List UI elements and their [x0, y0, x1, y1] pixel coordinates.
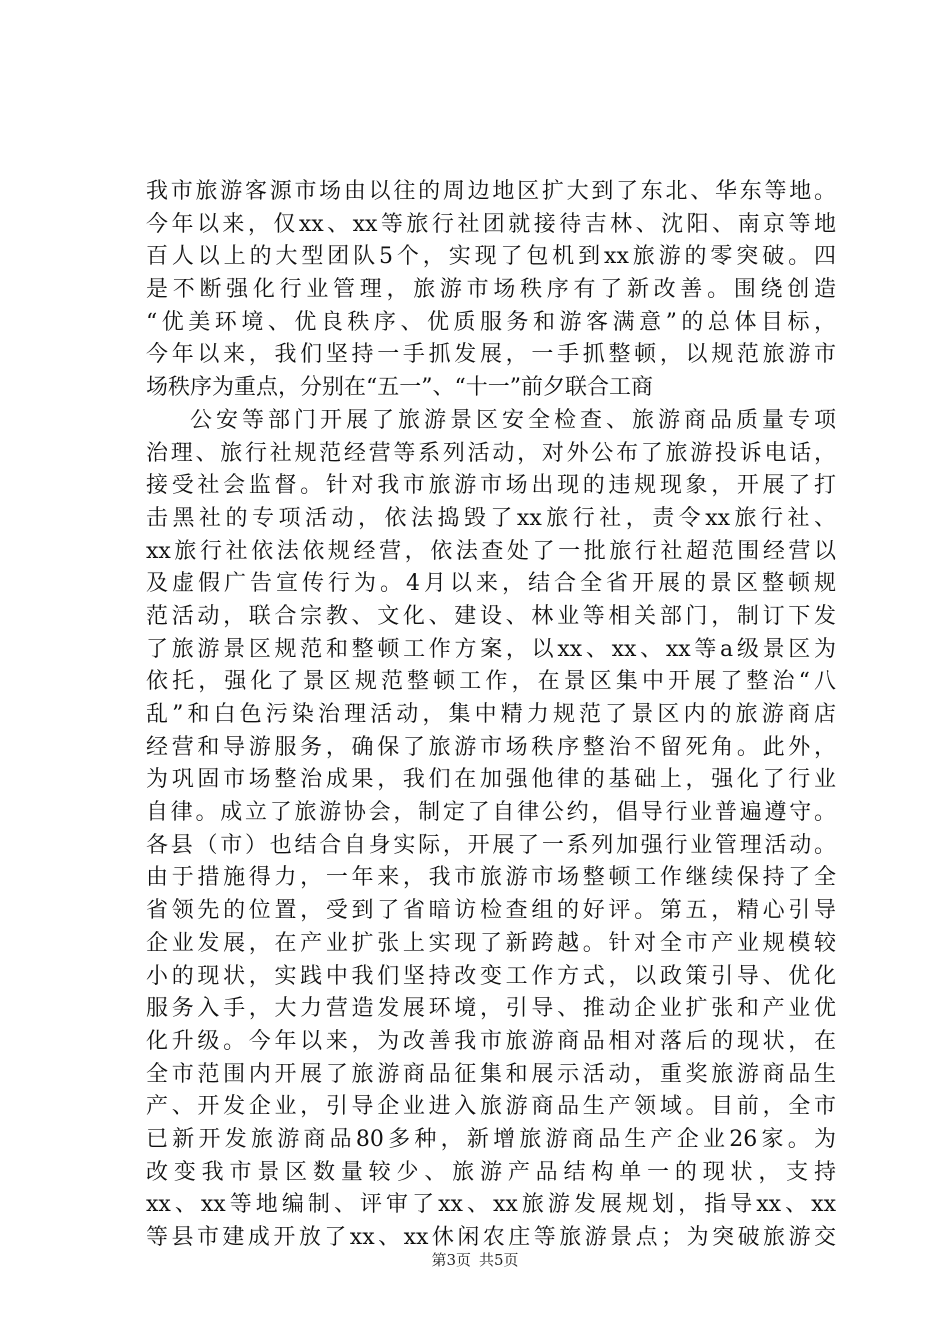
page-total: 共5页 — [479, 1251, 519, 1269]
text-line: 省领先的位置，受到了省暗访检查组的好评。第五，精心引导 — [146, 898, 836, 924]
text-line: 百人以上的大型团队5个，实现了包机到xx旅游的零突破。四 — [146, 244, 836, 270]
text-line: 公安等部门开展了旅游景区安全检查、旅游商品质量专项 — [190, 407, 836, 433]
text-line: 范活动，联合宗教、文化、建设、林业等相关部门，制订下发 — [146, 603, 836, 629]
text-line: 全市范围内开展了旅游商品征集和展示活动，重奖旅游商品生 — [146, 1061, 836, 1087]
text-line: 小的现状，实践中我们坚持改变工作方式，以政策引导、优化 — [146, 963, 836, 989]
text-line: 及虚假广告宣传行为。4月以来，结合全省开展的景区整顿规 — [146, 571, 836, 597]
text-line: xx、xx等地编制、评审了xx、xx旅游发展规划，指导xx、xx — [146, 1192, 836, 1218]
text-line: xx旅行社依法依规经营，依法查处了一批旅行社超范围经营以 — [146, 538, 836, 564]
text-line: 自律。成立了旅游协会，制定了自律公约，倡导行业普遍遵守。 — [146, 800, 836, 826]
text-line: “优美环境、优良秩序、优质服务和游客满意”的总体目标， — [146, 309, 836, 335]
text-line: 服务入手，大力营造发展环境，引导、推动企业扩张和产业优 — [146, 996, 836, 1022]
page-number: 第3页 — [431, 1251, 471, 1269]
text-line: 产、开发企业，引导企业进入旅游商品生产领域。目前，全市 — [146, 1094, 836, 1120]
text-line: 乱”和白色污染治理活动，集中精力规范了景区内的旅游商店 — [146, 702, 836, 727]
text-line: 依托，强化了景区规范整顿工作，在景区集中开展了整治“八 — [146, 669, 836, 695]
text-line: 接受社会监督。针对我市旅游市场出现的违规现象，开展了打 — [146, 473, 836, 499]
text-line: 今年以来，我们坚持一手抓发展，一手抓整顿，以规范旅游市 — [146, 342, 836, 368]
text-line: 等县市建成开放了xx、xx休闲农庄等旅游景点；为突破旅游交 — [146, 1225, 836, 1250]
body-text — [146, 176, 836, 1255]
text-line: 企业发展，在产业扩张上实现了新跨越。针对全市产业规模较 — [146, 930, 836, 956]
text-line: 场秩序为重点，分别在“五一”、“十一”前夕联合工商 — [146, 375, 653, 401]
text-line: 我市旅游客源市场由以往的周边地区扩大到了东北、华东等地。 — [146, 179, 836, 204]
text-line: 化升级。今年以来，为改善我市旅游商品相对落后的现状，在 — [146, 1028, 836, 1054]
text-line: 为巩固市场整治成果，我们在加强他律的基础上，强化了行业 — [146, 767, 836, 793]
text-line: 各县（市）也结合自身实际，开展了一系列加强行业管理活动。 — [146, 832, 836, 858]
text-line: 今年以来，仅xx、xx等旅行社团就接待吉林、沈阳、南京等地 — [146, 211, 836, 237]
text-line: 是不断强化行业管理，旅游市场秩序有了新改善。围绕创造 — [146, 277, 836, 303]
text-line: 经营和导游服务，确保了旅游市场秩序整治不留死角。此外， — [146, 734, 836, 760]
text-line: 改变我市景区数量较少、旅游产品结构单一的现状，支持 — [146, 1159, 836, 1185]
text-line: 了旅游景区规范和整顿工作方案，以xx、xx、xx等a级景区为 — [146, 636, 836, 662]
page-footer — [0, 1250, 950, 1270]
text-line: 击黑社的专项活动，依法捣毁了xx旅行社，责令xx旅行社、 — [146, 505, 836, 531]
text-line: 由于措施得力，一年来，我市旅游市场整顿工作继续保持了全 — [146, 865, 836, 891]
text-line: 已新开发旅游商品80多种，新增旅游商品生产企业26家。为 — [146, 1126, 836, 1152]
text-line: 治理、旅行社规范经营等系列活动，对外公布了旅游投诉电话， — [146, 440, 836, 466]
